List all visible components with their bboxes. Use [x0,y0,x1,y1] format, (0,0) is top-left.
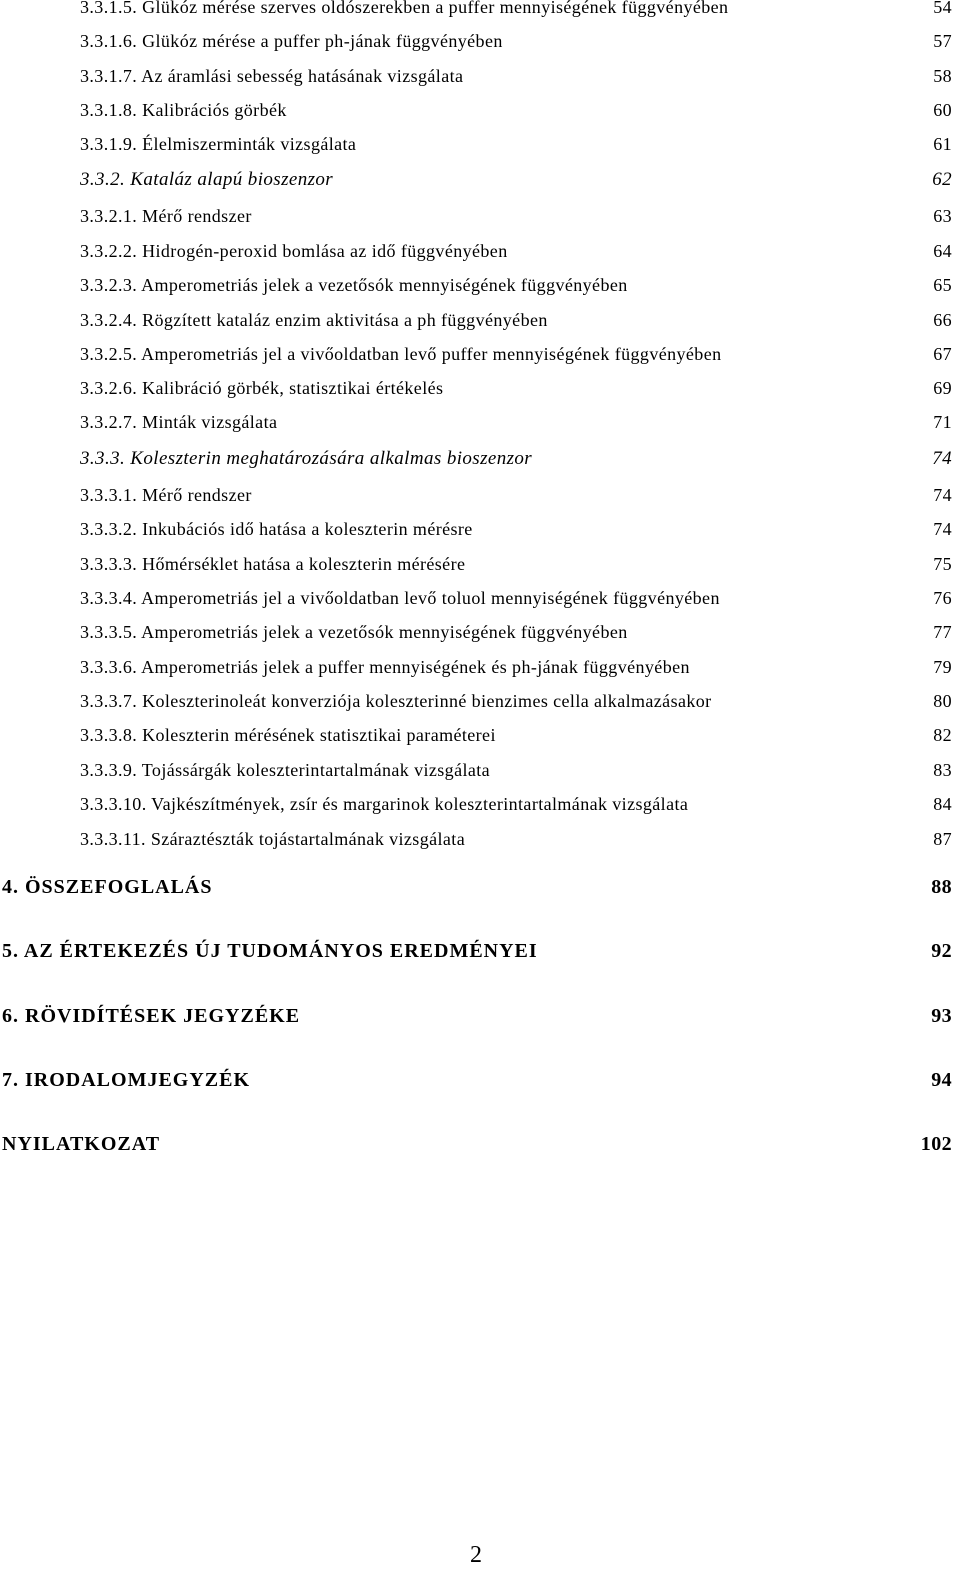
toc-entry-title: 3.3.1.6. Glükóz mérése a puffer ph-jának függvényében [80,31,503,51]
toc-entry-page: 102 [920,1133,952,1155]
toc-entry[interactable] [0,0,960,22]
toc-chapter[interactable] [0,1129,960,1159]
toc-entry-title: 3.3.3.9. Tojássárgák koleszterintartalmának vizsgálata [80,760,491,780]
toc-entry-title: 3.3.3.2. Inkubációs idő hatása a koleszterin mérésre [80,519,473,539]
toc-entry-page: 80 [933,691,952,711]
toc-entry[interactable] [0,789,960,819]
toc-section[interactable] [0,444,960,474]
toc-entry[interactable] [0,201,960,231]
toc-entry[interactable] [0,270,960,300]
toc-entry-title: 3.3.2.2. Hidrogén-peroxid bomlása az idő függvényében [80,241,508,261]
toc-entry[interactable] [0,583,960,613]
toc-entry-page: 64 [933,241,952,261]
toc-entry[interactable] [0,514,960,544]
toc-entry-page: 54 [933,0,952,17]
toc-entry-title: 3.3.2.6. Kalibráció görbék, statisztikai értékelés [80,378,444,398]
toc-chapter[interactable] [0,872,960,902]
toc-entry-title: 3.3.2.3. Amperometriás jelek a vezetősók mennyiségének függvényében [80,275,628,295]
toc-entry-page: 61 [933,134,952,154]
toc-entry-title: 3.3.2.4. Rögzített kataláz enzim aktivitása a ph függvényében [80,310,548,330]
toc-entry-title: 5. AZ ÉRTEKEZÉS ÚJ TUDOMÁNYOS EREDMÉNYEI [2,940,538,962]
toc-entry-page: 87 [933,829,952,849]
toc-entry-title: 4. ÖSSZEFOGLALÁS [2,876,213,898]
toc-entry-title: 7. IRODALOMJEGYZÉK [2,1069,251,1091]
toc-entry[interactable] [0,652,960,682]
toc-entry-title: 3.3.3.1. Mérő rendszer [80,485,252,505]
toc-entry[interactable] [0,755,960,785]
toc-entry-page: 88 [931,876,952,898]
toc-entry[interactable] [0,407,960,437]
toc-entry-page: 69 [933,378,952,398]
toc-entry-page: 93 [931,1005,952,1027]
toc-entry-title: 3.3.1.9. Élelmiszerminták vizsgálata [80,134,357,154]
toc-entry-page: 66 [933,310,952,330]
toc-entry-page: 60 [933,100,952,120]
toc-entry-page: 58 [933,66,952,86]
toc-entry-title: 3.3.3.5. Amperometriás jelek a vezetősók mennyiségének függvényében [80,622,628,642]
toc-entry[interactable] [0,236,960,266]
toc-section[interactable] [0,165,960,195]
toc-entry-page: 75 [933,554,952,574]
toc-chapter[interactable] [0,1001,960,1031]
toc-entry-title: 3.3.1.8. Kalibrációs görbék [80,100,287,120]
toc-entry-title: 3.3.3. Koleszterin meghatározására alkalmas bioszenzor [80,448,533,469]
toc-entry-title: 6. RÖVIDÍTÉSEK JEGYZÉKE [2,1005,301,1027]
toc-entry-title: 3.3.3.10. Vajkészítmények, zsír és margarinok koleszterintartalmának vizsgálata [80,794,689,814]
toc-entry-page: 71 [933,412,952,432]
toc-entry[interactable] [0,617,960,647]
toc-entry[interactable] [0,61,960,91]
toc-entry-page: 63 [933,206,952,226]
toc-entry-page: 83 [933,760,952,780]
toc-entry[interactable] [0,26,960,56]
toc-entry-title: 3.3.3.11. Száraztészták tojástartalmának vizsgálata [80,829,466,849]
toc-entry-page: 57 [933,31,952,51]
toc-entry-title: 3.3.3.4. Amperometriás jel a vivőoldatban levő toluol mennyiségének függvényében [80,588,720,608]
toc-entry-page: 82 [933,725,952,745]
toc-entry-page: 74 [933,519,952,539]
toc-entry-page: 62 [932,169,952,190]
toc-entry-title: 3.3.2.7. Minták vizsgálata [80,412,278,432]
toc-entry[interactable] [0,720,960,750]
toc-entry-title: 3.3.2.1. Mérő rendszer [80,206,252,226]
page-number: 2 [470,1542,482,1568]
toc-entry-page: 77 [933,622,952,642]
toc-chapter[interactable] [0,1065,960,1095]
toc-entry-page: 67 [933,344,952,364]
toc-entry[interactable] [0,305,960,335]
toc-entry-title: 3.3.2. Kataláz alapú bioszenzor [80,169,334,190]
toc-entry-page: 79 [933,657,952,677]
toc-entry-page: 94 [931,1069,952,1091]
toc-entry-page: 76 [933,588,952,608]
toc-entry-page: 92 [931,940,952,962]
toc-entry-title: 3.3.3.3. Hőmérséklet hatása a koleszterin mérésére [80,554,466,574]
toc-entry-page: 65 [933,275,952,295]
toc-chapter[interactable] [0,936,960,966]
toc-entry-title: 3.3.3.6. Amperometriás jelek a puffer mennyiségének és ph-jának függvényében [80,657,690,677]
toc-entry[interactable] [0,129,960,159]
toc-entry-title: 3.3.1.5. Glükóz mérése szerves oldószerekben a puffer mennyiségének függvényében [80,0,729,17]
toc-entry[interactable] [0,549,960,579]
toc-entry-page: 74 [932,448,952,469]
toc-entry[interactable] [0,373,960,403]
toc-entry-page: 84 [933,794,952,814]
toc-entry-title: 3.3.3.8. Koleszterin mérésének statisztikai paraméterei [80,725,496,745]
toc-entry-title: 3.3.3.7. Koleszterinoleát konverziója koleszterinné bienzimes cella alkalmazásakor [80,691,712,711]
toc-entry[interactable] [0,95,960,125]
toc-entry-title: NYILATKOZAT [2,1133,161,1155]
toc-entry[interactable] [0,480,960,510]
toc-entry-title: 3.3.2.5. Amperometriás jel a vivőoldatban levő puffer mennyiségének függvényében [80,344,722,364]
toc-entry-title: 3.3.1.7. Az áramlási sebesség hatásának vizsgálata [80,66,464,86]
toc-entry[interactable] [0,339,960,369]
toc-entry[interactable] [0,824,960,854]
toc-entry[interactable] [0,686,960,716]
toc-entry-page: 74 [933,485,952,505]
